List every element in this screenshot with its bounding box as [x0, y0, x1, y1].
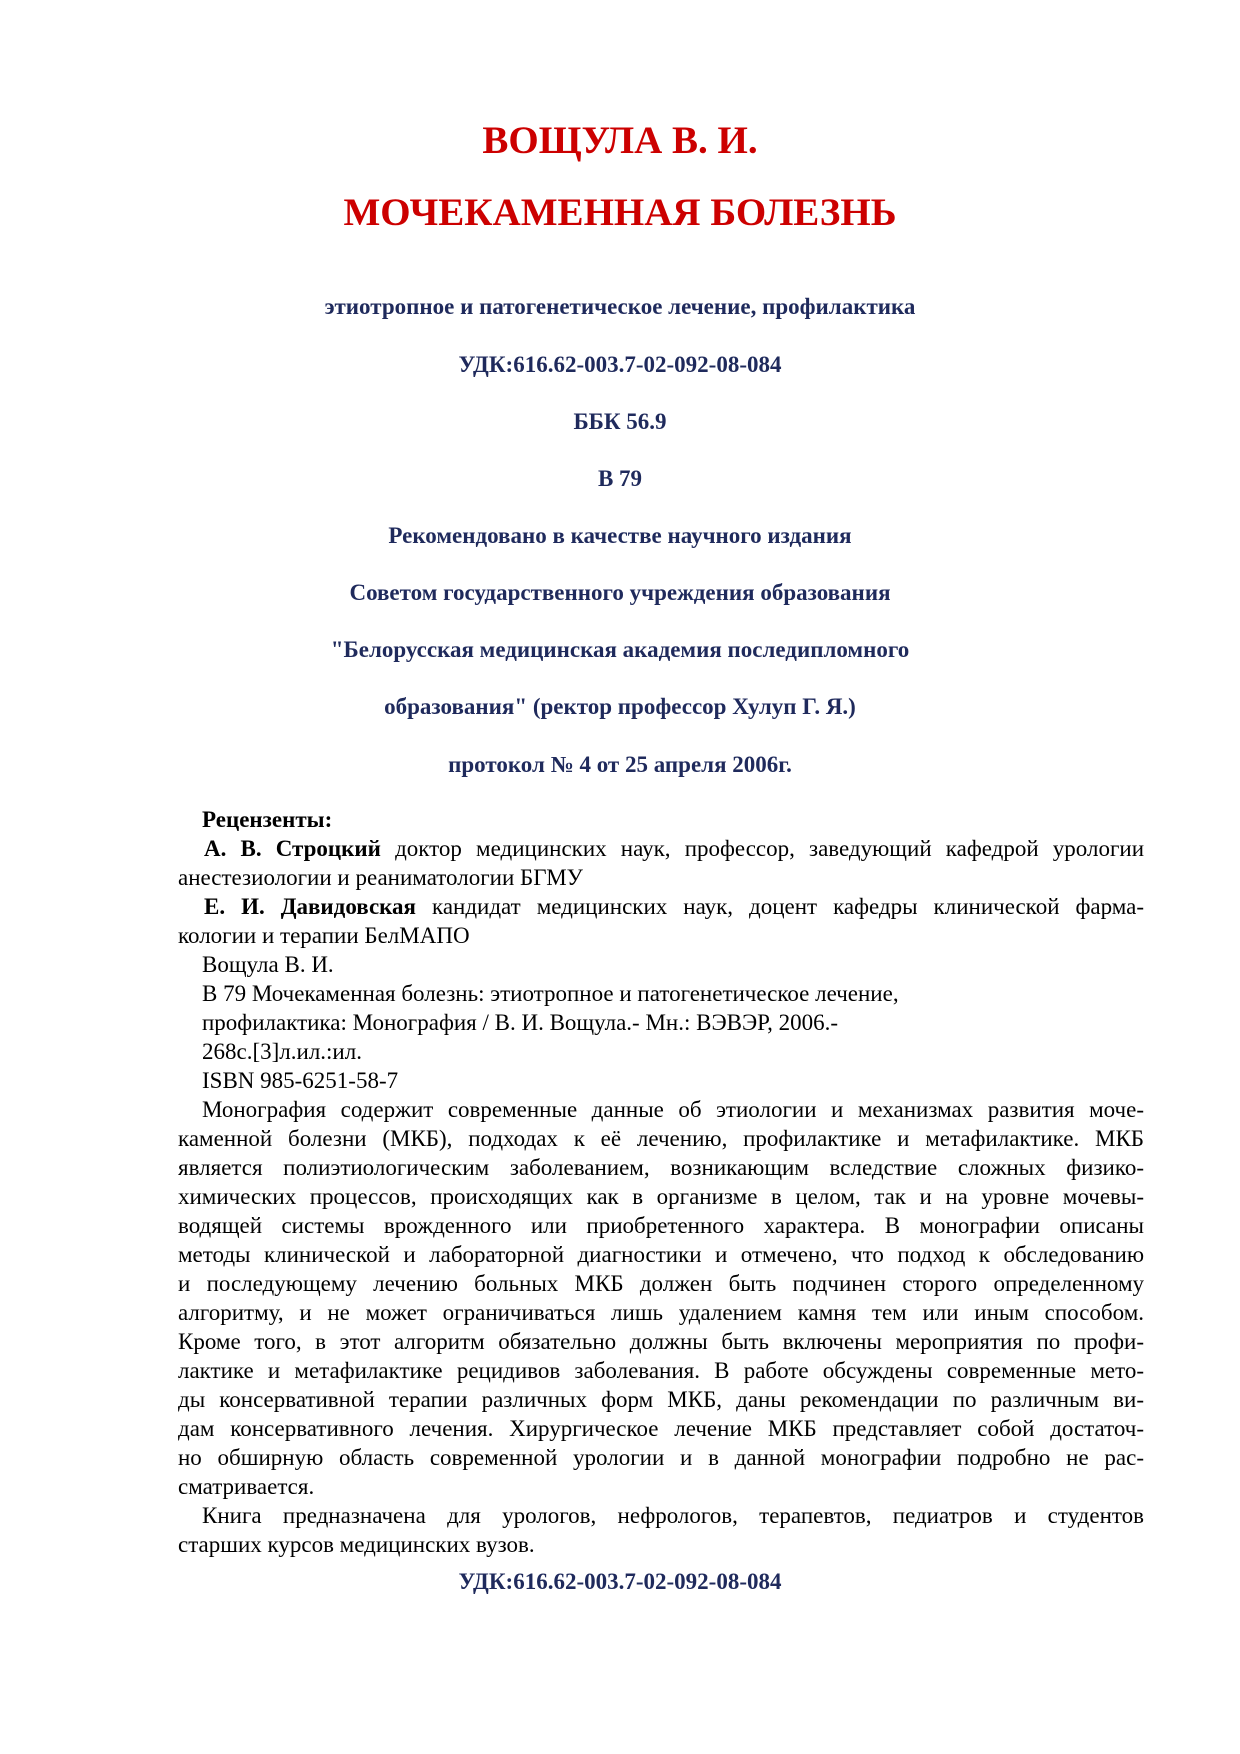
reviewer-2-line-2: кологии и терапии БелМАПО [178, 923, 470, 948]
abstract-line: каменной болезни (МКБ), подходах к её лечению, профилактике и метафилактике. МКБ [178, 1126, 1144, 1151]
protocol-line: протокол № 4 от 25 апреля 2006г. [448, 752, 792, 777]
abstract-line: методы клинической и лабораторной диагностики и отмечено, что подход к обследованию [178, 1242, 1144, 1267]
abstract-line: сматривается. [178, 1474, 315, 1499]
udk-code: УДК:616.62-003.7-02-092-08-084 [458, 352, 782, 377]
abstract-line: алгоритму, и не может ограничиваться лишь удалением камня тем или иным способом. [178, 1300, 1144, 1325]
bibliography-author: Вощула В. И. [202, 952, 334, 977]
abstract-line: ды консервативной терапии различных форм МКБ, даны рекомендации по различным ви- [178, 1387, 1144, 1412]
reviewer-1-line-2: анестезиологии и реаниматологии БГМУ [178, 865, 583, 890]
author-title: ВОЩУЛА В. И. [482, 119, 758, 162]
recommendation-line-1: Рекомендовано в качестве научного издания [388, 523, 852, 548]
abstract-line: дам консервативного лечения. Хирургическое лечение МКБ представляет собой достаточ- [178, 1416, 1144, 1441]
reviewer-1-line-1: А. В. Строцкий доктор медицинских наук, профессор, заведующий кафедрой урологии [204, 836, 1145, 861]
bibliography-line-3: 268с.[3]л.ил.:ил. [202, 1039, 362, 1064]
bbk-code: ББК 56.9 [573, 409, 667, 434]
audience-paragraph [178, 1501, 1144, 1559]
abstract-line: и последующему лечению больных МКБ должен быть подчинен сторого определенному [178, 1271, 1144, 1296]
recommendation-line-3: "Белорусская медицинская академия последипломного [330, 637, 910, 662]
abstract-line: химических процессов, происходящих как в организме в целом, так и на уровне мочевы- [178, 1184, 1144, 1209]
reviewers-section [178, 805, 1144, 1559]
subtitle: этиотропное и патогенетическое лечение, профилактика [324, 294, 916, 319]
author-code: В 79 [597, 466, 643, 491]
bibliography-line-2: профилактика: Монография / В. И. Вощула.- Мн.: ВЭВЭР, 2006.- [202, 1010, 838, 1035]
abstract-paragraph [178, 1095, 1144, 1501]
reviewer-2-line-1: Е. И. Давидовская кандидат медицинских наук, доцент кафедры клинической фарма- [204, 894, 1145, 919]
footer-udk: УДК:616.62-003.7-02-092-08-084 [458, 1569, 782, 1594]
abstract-line: но обширную область современной урологии и в данной монографии подробно не рас- [178, 1445, 1144, 1470]
reviewer-1-name: А. В. Строцкий [204, 836, 381, 861]
audience-line-1: Книга предназначена для урологов, нефрологов, терапевтов, педиатров и студентов [202, 1503, 1144, 1528]
recommendation-line-4: образования" (ректор профессор Хулуп Г. Я.) [384, 694, 856, 719]
book-title: МОЧЕКАМЕННАЯ БОЛЕЗНЬ [343, 191, 897, 234]
recommendation-line-2: Советом государственного учреждения образования [349, 580, 891, 605]
audience-line-2: старших курсов медицинских вузов. [178, 1532, 535, 1557]
abstract-line: Монография содержит современные данные об этиологии и механизмах развития моче- [202, 1097, 1144, 1122]
reviewers-heading: Рецензенты: [202, 807, 333, 832]
abstract-line: водящей системы врожденного или приобретенного характера. В монографии описаны [178, 1213, 1144, 1238]
abstract-line: Кроме того, в этот алгоритм обязательно должны быть включены мероприятия по профи- [178, 1329, 1144, 1354]
abstract-line: лактике и метафилактике рецидивов заболевания. В работе обсуждены современные мето- [178, 1358, 1144, 1383]
isbn: ISBN 985-6251-58-7 [202, 1068, 399, 1093]
reviewer-2-name: Е. И. Давидовская [204, 894, 417, 919]
abstract-line: является полиэтиологическим заболеванием, возникающим вследствие сложных физико- [178, 1155, 1144, 1180]
bibliography-line-1: В 79 Мочекаменная болезнь: этиотропное и патогенетическое лечение, [202, 981, 899, 1006]
